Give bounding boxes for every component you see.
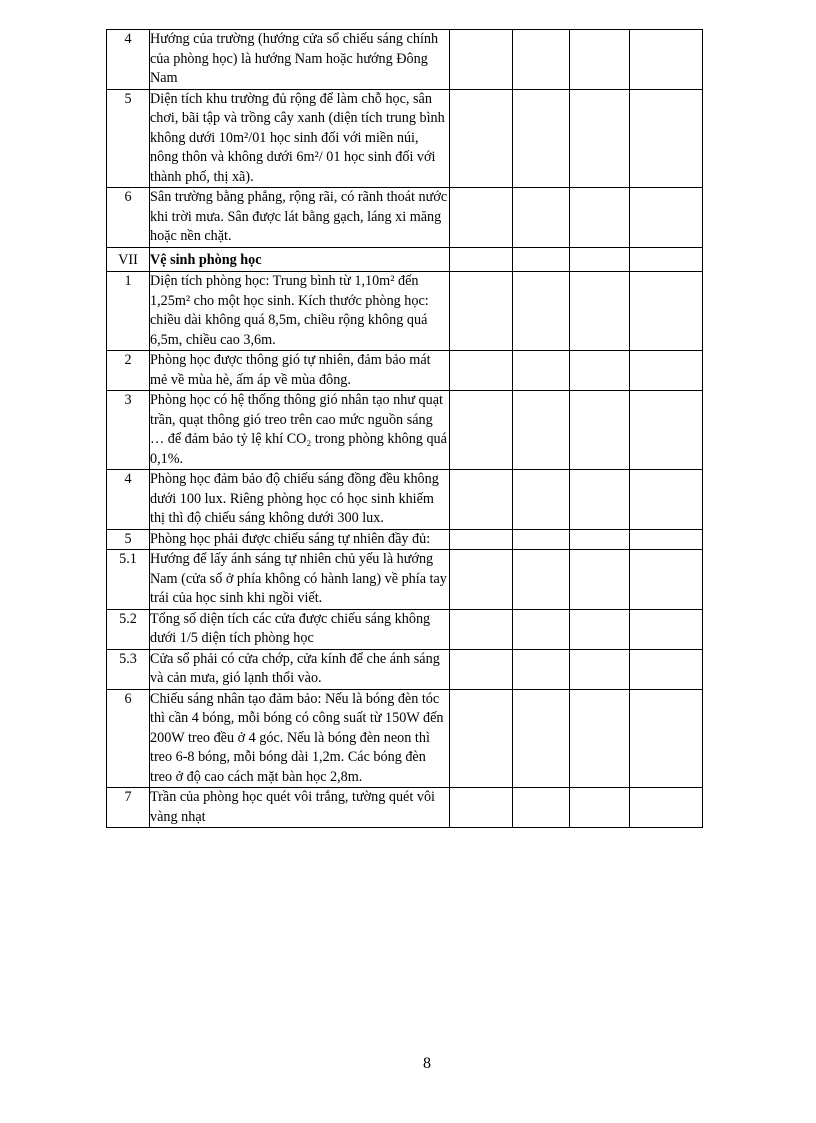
item-number: 6 (107, 689, 150, 788)
page-number: 8 (423, 1055, 431, 1072)
table-row (107, 649, 703, 689)
assessment-cell (513, 470, 570, 530)
item-number: VII (107, 247, 150, 272)
item-description: Chiếu sáng nhân tạo đảm bảo: Nếu là bóng đèn tóc thì cần 4 bóng, mỗi bóng có công suất từ 150W đến 200W treo đều ở 4 góc. Nếu là bóng đèn neon thì treo 6-8 bóng, mỗi bóng dài 1,2m. Các bóng đèn treo ở độ cao cách mặt bàn học 2,8m. (150, 689, 450, 788)
item-number: 2 (107, 351, 150, 391)
item-description: Phòng học đảm bảo độ chiếu sáng đồng đều không dưới 100 lux. Riêng phòng học có học sinh khiếm thị thì độ chiếu sáng không dưới 300 lux. (150, 470, 450, 530)
item-description: Cửa sổ phải có cửa chớp, cửa kính để che ánh sáng và cản mưa, gió lạnh thổi vào. (150, 649, 450, 689)
assessment-cell (570, 550, 630, 610)
assessment-cell (630, 30, 703, 90)
item-number: 1 (107, 272, 150, 351)
table-row (107, 391, 703, 470)
item-description: Diện tích phòng học: Trung bình từ 1,10m² đến 1,25m² cho một học sinh. Kích thước phòng học: chiều dài không quá 8,5m, chiều rộng không quá 6,5m, chiều cao 3,6m. (150, 272, 450, 351)
assessment-cell (513, 788, 570, 828)
assessment-cell (570, 529, 630, 550)
assessment-cell (450, 89, 513, 188)
item-number: 5 (107, 89, 150, 188)
assessment-cell (570, 470, 630, 530)
assessment-cell (630, 529, 703, 550)
item-description: Diện tích khu trường đủ rộng để làm chỗ học, sân chơi, bãi tập và trồng cây xanh (diện tích trung bình không dưới 10m²/01 học sinh đối với miền núi, nông thôn và không dưới 6m²/ 01 học sinh đối với thành phố, thị xã). (150, 89, 450, 188)
assessment-cell (513, 391, 570, 470)
assessment-cell (630, 649, 703, 689)
table-row (107, 188, 703, 248)
item-description: Hướng của trường (hướng cửa sổ chiếu sáng chính của phòng học) là hướng Nam hoặc hướng Đông Nam (150, 30, 450, 90)
item-description: Sân trường bằng phẳng, rộng rãi, có rãnh thoát nước khi trời mưa. Sân được lát bằng gạch, láng xi măng hoặc nền chặt. (150, 188, 450, 248)
table-row (107, 529, 703, 550)
item-number: 7 (107, 788, 150, 828)
assessment-cell (513, 188, 570, 248)
table-row (107, 550, 703, 610)
assessment-cell (513, 247, 570, 272)
item-description: Phòng học có hệ thống thông gió nhân tạo như quạt trần, quạt thông gió treo trên cao mức nguồn sáng … để đảm bảo tỷ lệ khí CO₂ trong phòng không quá 0,1%. (150, 391, 450, 470)
item-number: 4 (107, 30, 150, 90)
section-row (107, 247, 703, 272)
assessment-cell (450, 550, 513, 610)
assessment-cell (570, 649, 630, 689)
assessment-cell (570, 272, 630, 351)
assessment-cell (450, 649, 513, 689)
item-description: Phòng học phải được chiếu sáng tự nhiên đầy đủ: (150, 529, 450, 550)
assessment-cell (570, 689, 630, 788)
table-row (107, 272, 703, 351)
item-description: Trần của phòng học quét vôi trắng, tường quét vôi vàng nhạt (150, 788, 450, 828)
assessment-cell (570, 351, 630, 391)
assessment-cell (450, 272, 513, 351)
item-number: 5.3 (107, 649, 150, 689)
assessment-cell (630, 470, 703, 530)
table-row (107, 609, 703, 649)
item-number: 4 (107, 470, 150, 530)
assessment-cell (570, 609, 630, 649)
item-number: 5.1 (107, 550, 150, 610)
checklist-table (106, 29, 703, 828)
assessment-cell (450, 788, 513, 828)
table-row (107, 89, 703, 188)
item-description: Phòng học được thông gió tự nhiên, đảm bảo mát mẻ về mùa hè, ấm áp về mùa đông. (150, 351, 450, 391)
assessment-cell (570, 89, 630, 188)
table-row (107, 30, 703, 90)
assessment-cell (570, 788, 630, 828)
assessment-cell (630, 788, 703, 828)
assessment-cell (450, 188, 513, 248)
assessment-cell (450, 351, 513, 391)
assessment-cell (513, 89, 570, 188)
assessment-cell (630, 188, 703, 248)
assessment-cell (450, 689, 513, 788)
assessment-cell (630, 689, 703, 788)
assessment-cell (630, 272, 703, 351)
table-row (107, 788, 703, 828)
assessment-cell (450, 30, 513, 90)
assessment-cell (513, 529, 570, 550)
item-description: Hướng để lấy ánh sáng tự nhiên chủ yếu là hướng Nam (cửa sổ ở phía không có hành lang) về phía tay trái của học sinh khi ngồi viết. (150, 550, 450, 610)
assessment-cell (630, 247, 703, 272)
item-number: 6 (107, 188, 150, 248)
assessment-cell (630, 351, 703, 391)
item-number: 5.2 (107, 609, 150, 649)
assessment-cell (513, 30, 570, 90)
item-number: 3 (107, 391, 150, 470)
assessment-cell (630, 609, 703, 649)
assessment-cell (450, 391, 513, 470)
assessment-cell (513, 351, 570, 391)
table-row (107, 689, 703, 788)
assessment-cell (630, 89, 703, 188)
assessment-cell (570, 188, 630, 248)
assessment-cell (513, 649, 570, 689)
assessment-cell (630, 550, 703, 610)
assessment-cell (450, 609, 513, 649)
assessment-cell (513, 550, 570, 610)
assessment-cell (570, 30, 630, 90)
checklist-rows (107, 30, 703, 828)
table-row (107, 351, 703, 391)
assessment-cell (513, 272, 570, 351)
table-row (107, 470, 703, 530)
assessment-cell (570, 247, 630, 272)
section-title: Vệ sinh phòng học (150, 247, 450, 272)
assessment-cell (450, 247, 513, 272)
item-description: Tổng số diện tích các cửa được chiếu sáng không dưới 1/5 diện tích phòng học (150, 609, 450, 649)
assessment-cell (570, 391, 630, 470)
assessment-cell (513, 609, 570, 649)
assessment-cell (513, 689, 570, 788)
assessment-cell (630, 391, 703, 470)
assessment-cell (450, 529, 513, 550)
item-number: 5 (107, 529, 150, 550)
assessment-cell (450, 470, 513, 530)
